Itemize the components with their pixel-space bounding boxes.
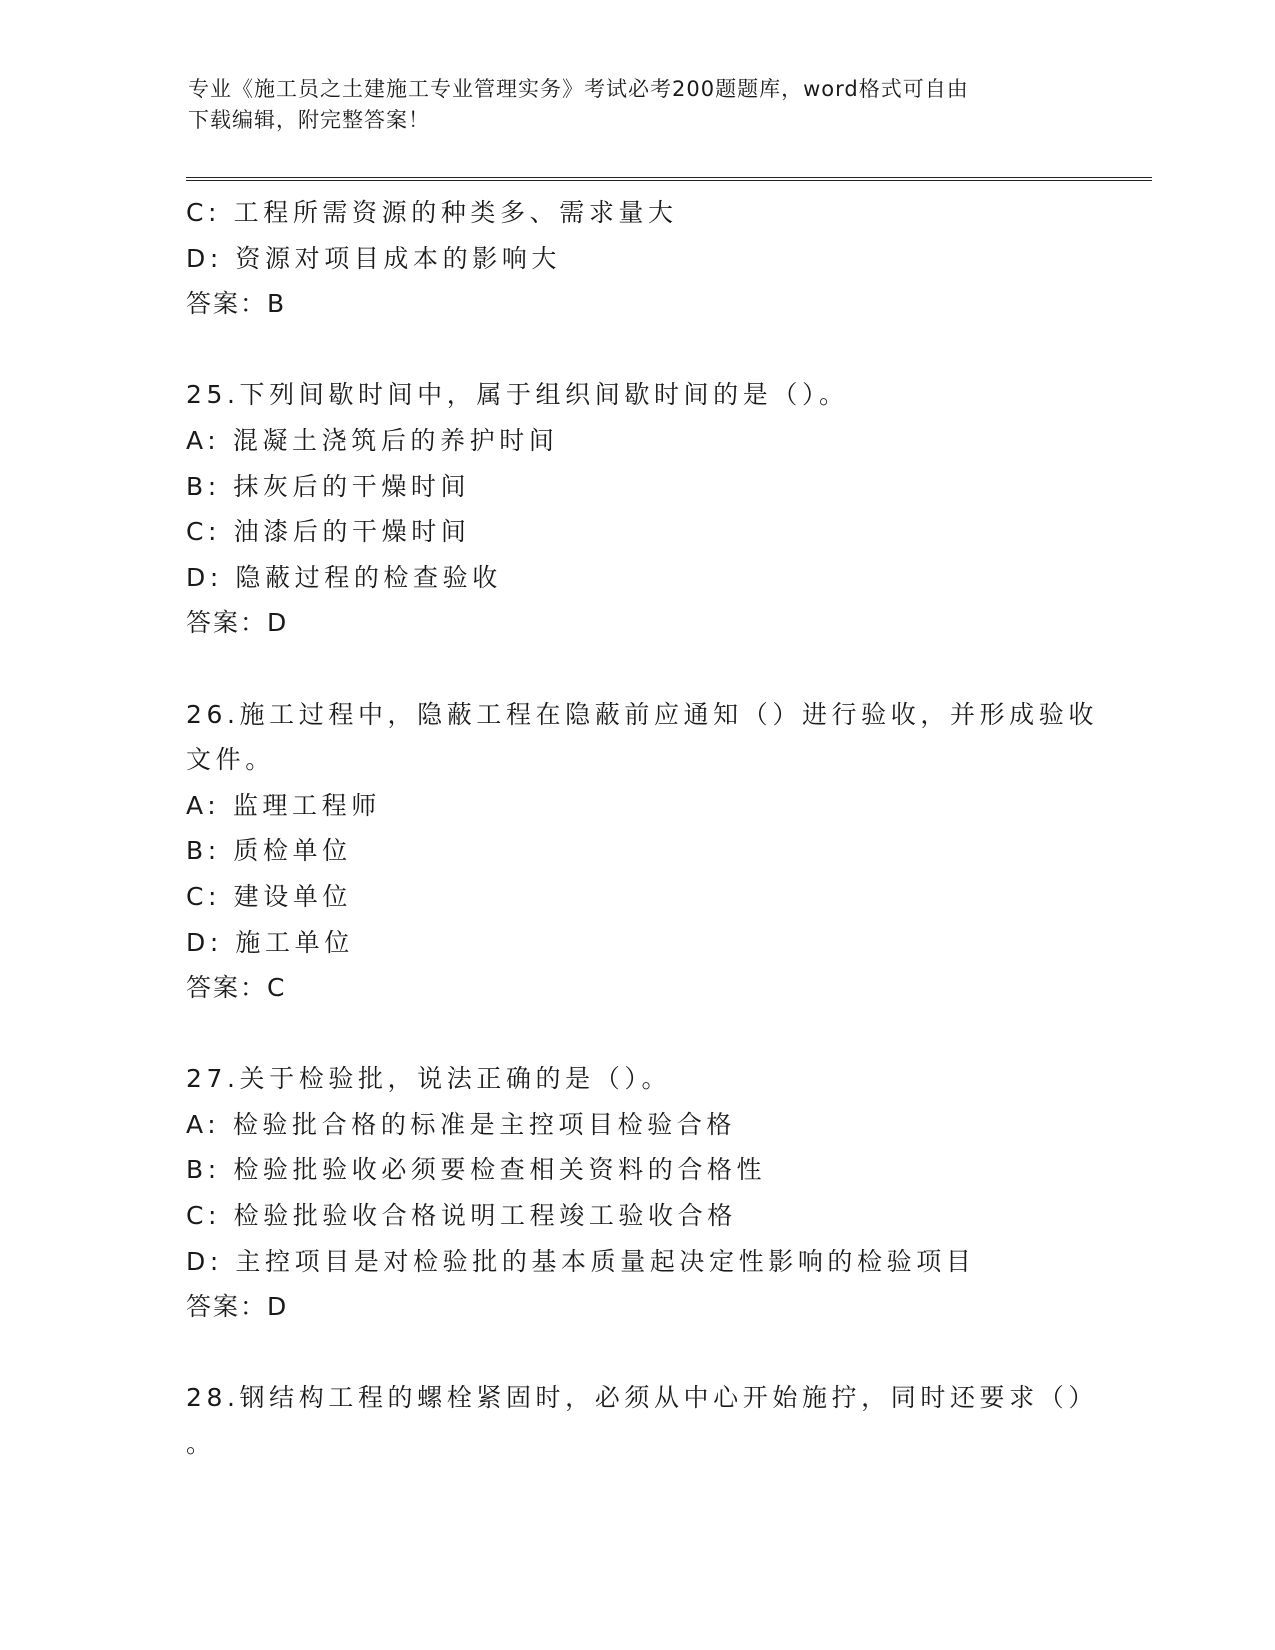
option-b: B: 抹灰后的干燥时间 [186,471,471,501]
spacer [186,327,1086,373]
option-a: A: 检验批合格的标准是主控项目检验合格 [186,1109,737,1139]
option-b: B: 质检单位 [186,836,352,866]
option-c: C: 工程所需资源的种类多、需求量大 [186,198,678,227]
option-a: A: 混凝土浇筑后的养护时间 [186,425,559,455]
question-stem: 25.下列间歇时间中，属于组织间歇时间的是（）。 [186,380,849,410]
question-25 [186,372,1086,646]
previous-question-tail [186,190,1086,327]
option-d: D: 主控项目是对检验批的基本质量起决定性影响的检验项目 [186,1246,976,1276]
option-a: A: 监理工程师 [186,790,381,820]
question-stem-continued: 。 [186,1429,216,1459]
answer-line: 答案：B [186,289,287,319]
header-title-line-1: 专业《施工员之土建施工专业管理实务》考试必考200题题库，word格式可自由 [188,77,969,101]
header-title-line-2: 下载编辑，附完整答案！ [188,108,430,132]
answer-line: 答案：D [186,1292,289,1322]
question-stem: 28.钢结构工程的螺栓紧固时，必须从中心开始施拧，同时还要求（） [186,1383,1098,1413]
question-stem: 26.施工过程中，隐蔽工程在隐蔽前应通知（）进行验收，并形成验收 [186,699,1098,729]
question-28 [186,1375,1098,1466]
question-27 [186,1056,1086,1330]
question-content [186,190,1098,1467]
answer-line: 答案：D [186,608,289,638]
header-divider [186,177,1152,181]
spacer [186,646,1086,692]
question-stem: 27.关于检验批，说法正确的是（）。 [186,1064,672,1094]
option-c: C: 检验批验收合格说明工程竣工验收合格 [186,1201,737,1231]
option-b: B: 检验批验收必须要检查相关资料的合格性 [186,1155,767,1185]
answer-line: 答案：C [186,973,287,1003]
option-c: C: 建设单位 [186,881,353,911]
page-header [188,74,1068,136]
spacer [186,1330,1086,1376]
spacer [186,1011,1086,1057]
option-c: C: 油漆后的干燥时间 [186,517,471,547]
option-d: D: 隐蔽过程的检查验收 [186,562,502,592]
option-d: D: 资源对项目成本的影响大 [186,243,562,273]
question-stem-continued: 文件。 [186,745,275,775]
question-26 [186,692,1098,1011]
option-d: D: 施工单位 [186,927,354,957]
